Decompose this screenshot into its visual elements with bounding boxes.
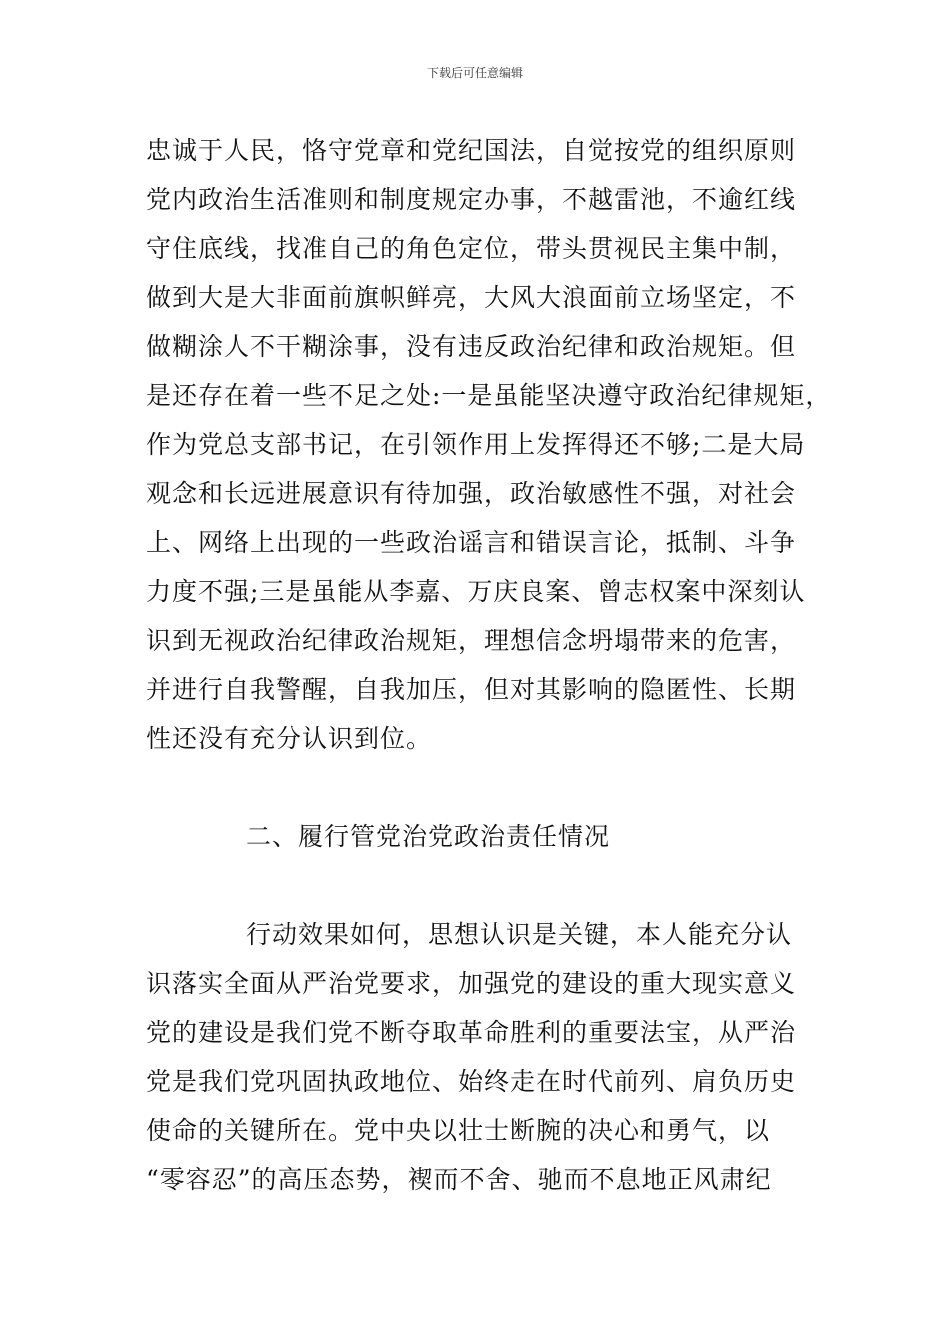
text-line: 是还存在着一些不足之处:一是虽能坚决遵守政治纪律规矩， (146, 381, 832, 410)
text-line: 上、网络上出现的一些政治谣言和错误言论，抵制、斗争 (146, 528, 797, 557)
text-line: 作为党总支部书记，在引领作用上发挥得还不够;二是大局 (146, 430, 806, 459)
spacer (146, 763, 826, 812)
text-line: 行动效果如何，思想认识是关键，本人能充分认 (246, 920, 793, 949)
text-line: 做到大是大非面前旗帜鲜亮，大风大浪面前立场坚定，不 (146, 283, 797, 312)
text-line: 力度不强;三是虽能从李嘉、万庆良案、曾志权案中深刻认 (146, 577, 806, 606)
page-header: 下载后可任意编辑 (426, 66, 523, 80)
text-line: 识到无视政治纪律政治规矩，理想信念坍塌带来的危害， (146, 626, 797, 655)
text-line: 并进行自我警醒，自我加压，但对其影响的隐匿性、长期 (146, 675, 797, 704)
text-line: 做糊涂人不干糊涂事，没有违反政治纪律和政治规矩。但 (146, 332, 797, 361)
text-line: 观念和长远进展意识有待加强，政治敏感性不强，对社会 (146, 479, 797, 508)
paragraph-party-building (146, 910, 826, 1204)
text-line: 党内政治生活准则和制度规定办事，不越雷池，不逾红线 (146, 185, 797, 214)
document-body (146, 126, 832, 1204)
text-line: 忠诚于人民，恪守党章和党纪国法，自觉按党的组织原则 (146, 136, 797, 165)
paragraph-party-discipline (146, 126, 832, 763)
section-heading: 二、履行管党治党政治责任情况 (246, 822, 611, 851)
text-line: 党的建设是我们党不断夺取革命胜利的重要法宝，从严治 (146, 1018, 797, 1047)
text-line: 守住底线，找准自己的角色定位，带头贯视民主集中制， (146, 234, 797, 263)
text-line: 性还没有充分认识到位。 (146, 724, 433, 753)
text-line: “零容忍”的高压态势，褉而不舍、驰而不息地正风肃纪 (146, 1165, 772, 1194)
text-line: 识落实全面从严治党要求，加强党的建设的重大现实意义 (146, 969, 797, 998)
text-line: 党是我们党巩固执政地位、始终走在时代前列、肩负历史 (146, 1067, 797, 1096)
text-line: 使命的关键所在。党中央以壮士断腕的决心和勇气，以 (146, 1116, 771, 1145)
spacer (146, 861, 826, 910)
